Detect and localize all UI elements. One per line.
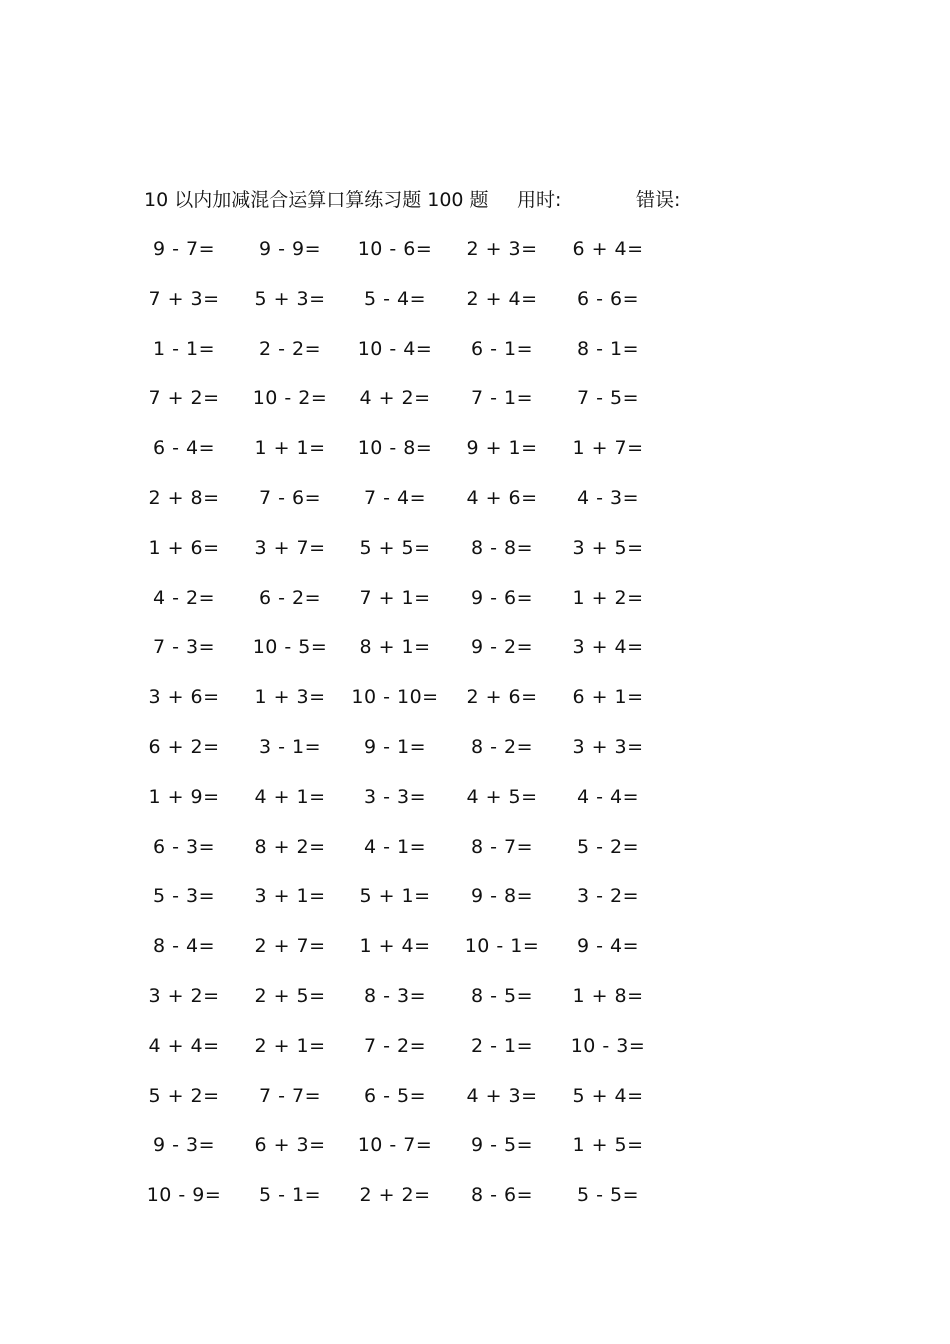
arithmetic-problem: 7 - 1=	[470, 387, 534, 410]
arithmetic-problem: 4 + 1=	[254, 785, 326, 808]
arithmetic-problem: 10 - 5=	[252, 636, 328, 659]
arithmetic-problem: 9 - 8=	[470, 885, 534, 908]
arithmetic-problem: 8 - 7=	[470, 835, 534, 858]
arithmetic-problem: 9 - 6=	[470, 586, 534, 609]
problem-row	[0, 1079, 950, 1129]
arithmetic-problem: 6 + 4=	[572, 238, 644, 260]
time-used-label: 用时:	[517, 189, 562, 211]
arithmetic-problem: 9 - 3=	[152, 1134, 216, 1157]
arithmetic-problem: 1 + 6=	[148, 536, 220, 559]
arithmetic-problem: 2 + 1=	[254, 1034, 326, 1057]
arithmetic-problem: 4 - 2=	[152, 586, 216, 609]
arithmetic-problem: 9 - 1=	[363, 735, 427, 758]
arithmetic-problem: 1 + 4=	[359, 935, 431, 958]
arithmetic-problem: 9 - 5=	[470, 1134, 534, 1157]
arithmetic-problem: 2 + 3=	[466, 238, 538, 260]
arithmetic-problem: 4 - 3=	[576, 486, 640, 509]
arithmetic-problem: 9 - 7=	[152, 238, 216, 260]
problem-row	[0, 1029, 950, 1079]
errors-label: 错误:	[636, 189, 681, 211]
problem-row	[0, 1178, 950, 1228]
arithmetic-problem: 1 + 1=	[254, 437, 326, 460]
problem-row	[0, 581, 950, 631]
arithmetic-problem: 10 - 4=	[357, 337, 433, 360]
arithmetic-problem: 6 + 1=	[572, 686, 644, 709]
problem-row	[0, 431, 950, 481]
problem-row	[0, 879, 950, 929]
problem-row	[0, 830, 950, 880]
arithmetic-problem: 8 - 5=	[470, 984, 534, 1007]
arithmetic-problem: 9 - 2=	[470, 636, 534, 659]
worksheet-header	[144, 184, 764, 216]
arithmetic-problem: 3 - 1=	[258, 735, 322, 758]
arithmetic-problem: 5 - 2=	[576, 835, 640, 858]
arithmetic-problem: 6 - 1=	[470, 337, 534, 360]
arithmetic-problem: 8 - 8=	[470, 536, 534, 559]
arithmetic-problem: 7 - 2=	[363, 1034, 427, 1057]
arithmetic-problem: 3 + 5=	[572, 536, 644, 559]
arithmetic-problem: 5 - 5=	[576, 1184, 640, 1207]
arithmetic-problem: 3 - 3=	[363, 785, 427, 808]
arithmetic-problem: 8 + 2=	[254, 835, 326, 858]
arithmetic-problem: 7 - 3=	[152, 636, 216, 659]
arithmetic-problem: 10 - 1=	[464, 935, 540, 958]
arithmetic-problem: 7 - 4=	[363, 486, 427, 509]
arithmetic-problem: 9 + 1=	[466, 437, 538, 460]
arithmetic-problem: 1 + 3=	[254, 686, 326, 709]
arithmetic-problem: 6 - 3=	[152, 835, 216, 858]
problem-grid	[0, 232, 950, 1228]
problem-row	[0, 979, 950, 1029]
arithmetic-problem: 2 + 8=	[148, 486, 220, 509]
arithmetic-problem: 8 - 4=	[152, 935, 216, 958]
arithmetic-problem: 10 - 9=	[146, 1184, 222, 1207]
arithmetic-problem: 10 - 3=	[570, 1034, 646, 1057]
arithmetic-problem: 7 + 3=	[148, 287, 220, 310]
arithmetic-problem: 8 - 6=	[470, 1184, 534, 1207]
arithmetic-problem: 10 - 6=	[357, 238, 433, 260]
arithmetic-problem: 7 - 5=	[576, 387, 640, 410]
arithmetic-problem: 1 + 7=	[572, 437, 644, 460]
arithmetic-problem: 10 - 8=	[357, 437, 433, 460]
arithmetic-problem: 1 + 2=	[572, 586, 644, 609]
problem-row	[0, 332, 950, 382]
arithmetic-problem: 7 - 6=	[258, 486, 322, 509]
arithmetic-problem: 1 + 5=	[572, 1134, 644, 1157]
arithmetic-problem: 5 + 1=	[359, 885, 431, 908]
arithmetic-problem: 1 + 8=	[572, 984, 644, 1007]
arithmetic-problem: 5 - 1=	[258, 1184, 322, 1207]
problem-row	[0, 630, 950, 680]
arithmetic-problem: 4 + 5=	[466, 785, 538, 808]
arithmetic-problem: 4 + 3=	[466, 1084, 538, 1107]
problem-row	[0, 481, 950, 531]
arithmetic-problem: 3 + 6=	[148, 686, 220, 709]
arithmetic-problem: 3 + 4=	[572, 636, 644, 659]
arithmetic-problem: 5 + 3=	[254, 287, 326, 310]
arithmetic-problem: 9 - 4=	[576, 935, 640, 958]
arithmetic-problem: 2 - 1=	[470, 1034, 534, 1057]
arithmetic-problem: 3 + 3=	[572, 735, 644, 758]
arithmetic-problem: 2 - 2=	[258, 337, 322, 360]
problem-row	[0, 531, 950, 581]
arithmetic-problem: 6 - 2=	[258, 586, 322, 609]
arithmetic-problem: 5 + 5=	[359, 536, 431, 559]
arithmetic-problem: 8 - 1=	[576, 337, 640, 360]
arithmetic-problem: 6 - 4=	[152, 437, 216, 460]
arithmetic-problem: 1 + 9=	[148, 785, 220, 808]
arithmetic-problem: 2 + 4=	[466, 287, 538, 310]
arithmetic-problem: 4 + 2=	[359, 387, 431, 410]
arithmetic-problem: 6 + 2=	[148, 735, 220, 758]
arithmetic-problem: 3 + 1=	[254, 885, 326, 908]
arithmetic-problem: 4 + 4=	[148, 1034, 220, 1057]
arithmetic-problem: 8 + 1=	[359, 636, 431, 659]
arithmetic-problem: 6 + 3=	[254, 1134, 326, 1157]
arithmetic-problem: 8 - 2=	[470, 735, 534, 758]
arithmetic-problem: 5 + 4=	[572, 1084, 644, 1107]
arithmetic-problem: 10 - 2=	[252, 387, 328, 410]
problem-row	[0, 780, 950, 830]
problem-row	[0, 232, 950, 282]
arithmetic-problem: 10 - 7=	[357, 1134, 433, 1157]
problem-row	[0, 680, 950, 730]
arithmetic-problem: 6 - 6=	[576, 287, 640, 310]
problem-row	[0, 1128, 950, 1178]
arithmetic-problem: 5 - 4=	[363, 287, 427, 310]
worksheet-title: 10 以内加减混合运算口算练习题 100 题	[144, 189, 489, 211]
problem-row	[0, 282, 950, 332]
problem-row	[0, 730, 950, 780]
problem-row	[0, 381, 950, 431]
arithmetic-problem: 9 - 9=	[258, 238, 322, 260]
arithmetic-problem: 7 + 2=	[148, 387, 220, 410]
arithmetic-problem: 5 - 3=	[152, 885, 216, 908]
arithmetic-problem: 2 + 6=	[466, 686, 538, 709]
arithmetic-problem: 8 - 3=	[363, 984, 427, 1007]
arithmetic-problem: 2 + 5=	[254, 984, 326, 1007]
arithmetic-problem: 5 + 2=	[148, 1084, 220, 1107]
arithmetic-problem: 4 + 6=	[466, 486, 538, 509]
arithmetic-problem: 3 + 7=	[254, 536, 326, 559]
arithmetic-problem: 6 - 5=	[363, 1084, 427, 1107]
arithmetic-problem: 2 + 2=	[359, 1184, 431, 1207]
arithmetic-problem: 7 - 7=	[258, 1084, 322, 1107]
arithmetic-problem: 7 + 1=	[359, 586, 431, 609]
arithmetic-problem: 3 - 2=	[576, 885, 640, 908]
arithmetic-problem: 4 - 1=	[363, 835, 427, 858]
arithmetic-problem: 4 - 4=	[576, 785, 640, 808]
arithmetic-problem: 10 - 10=	[351, 686, 439, 709]
arithmetic-problem: 3 + 2=	[148, 984, 220, 1007]
arithmetic-problem: 2 + 7=	[254, 935, 326, 958]
problem-row	[0, 929, 950, 979]
arithmetic-problem: 1 - 1=	[152, 337, 216, 360]
